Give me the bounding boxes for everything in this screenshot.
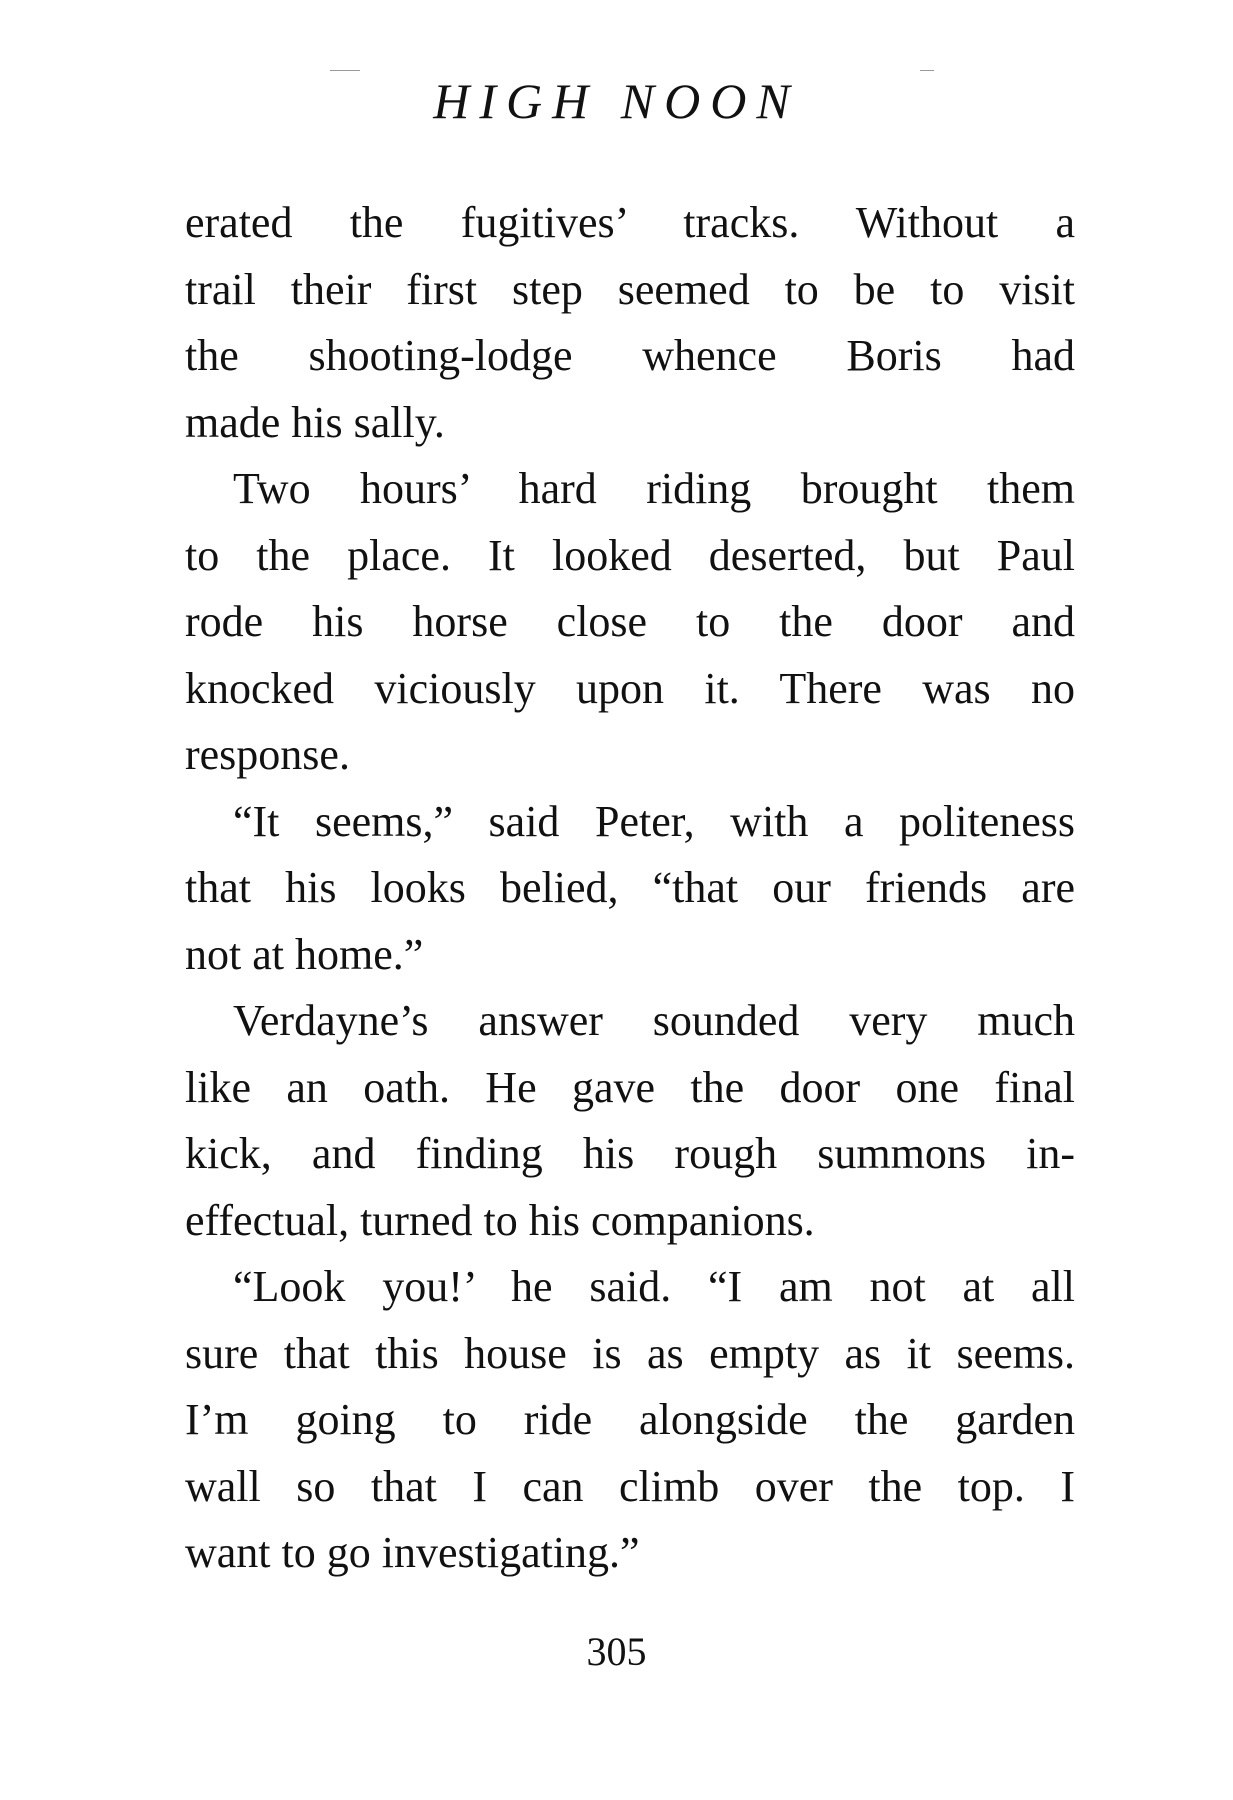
body-text [185, 190, 1075, 1587]
text-line: not at home.” [185, 929, 424, 979]
header-rule-left [330, 70, 360, 71]
text-line: erated the fugitives’ tracks. Without a [185, 198, 1075, 247]
running-head [0, 73, 1233, 129]
text-line: kick, and finding his rough summons in- [185, 1129, 1075, 1178]
text-line: like an oath. He gave the door one final [185, 1062, 1075, 1112]
text-line: response. [185, 730, 350, 779]
text-line: trail their first step seemed to be to visit [185, 264, 1075, 314]
text-line: sure that this house is as empty as it seems. [185, 1328, 1075, 1378]
running-head-text: HIGH NOON [433, 73, 800, 129]
text-line: rode his horse close to the door and [185, 597, 1075, 646]
text-line: knocked viciously upon it. There was no [185, 663, 1075, 713]
text-line: wall so that I can climb over the top. I [185, 1461, 1075, 1511]
header-rule-right [920, 70, 934, 71]
text-line: “Look you!’ he said. “I am not at all [233, 1262, 1075, 1311]
text-line: I’m going to ride alongside the garden [185, 1395, 1075, 1444]
page-number: 305 [586, 1629, 647, 1674]
text-line: Verdayne’s answer sounded very much [233, 996, 1075, 1045]
text-line: that his looks belied, “that our friends are [185, 863, 1075, 912]
text-line: “It seems,” said Peter, with a politeness [233, 796, 1075, 846]
text-line: made his sally. [185, 397, 445, 447]
text-line: the shooting-lodge whence Boris had [185, 331, 1075, 380]
text-line: want to go investigating.” [185, 1528, 640, 1577]
text-line: to the place. It looked deserted, but Paul [185, 530, 1075, 580]
text-line: Two hours’ hard riding brought them [233, 464, 1075, 513]
text-line: effectual, turned to his companions. [185, 1195, 815, 1245]
